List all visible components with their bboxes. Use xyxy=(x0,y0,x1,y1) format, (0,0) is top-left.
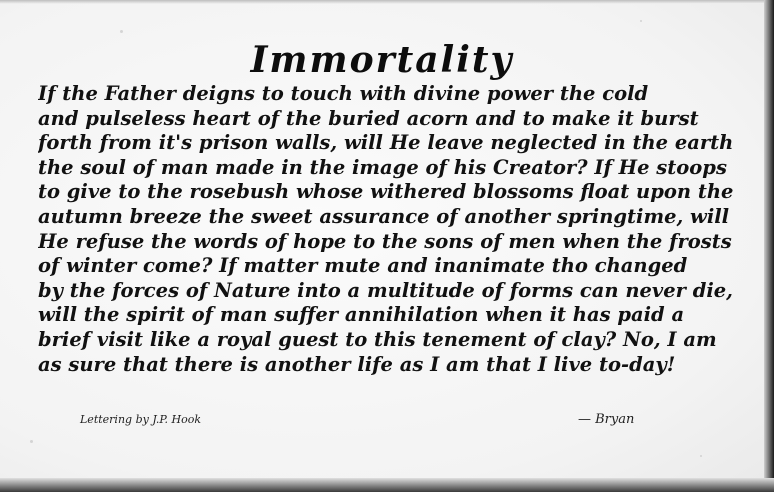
top-edge xyxy=(0,0,774,4)
right-edge-shadow xyxy=(764,0,774,492)
page-title: Immortality xyxy=(250,39,514,81)
dust-speck xyxy=(120,30,123,33)
quote-line: will the spirit of man suffer annihilation when it has paid a xyxy=(38,303,685,327)
dust-speck xyxy=(30,440,33,443)
bottom-edge-shadow xyxy=(0,478,774,492)
quote-line: the soul of man made in the image of his Creator? If He stoops xyxy=(38,155,727,179)
quote-line: forth from it's prison walls, will He leave neglected in the earth xyxy=(38,131,734,155)
quote-line: brief visit like a royal guest to this tenement of clay? No, I am xyxy=(38,327,717,351)
quote-line: of winter come? If matter mute and inanimate tho changed xyxy=(38,254,688,278)
lettering-credit: Lettering by J.P. Hook xyxy=(80,413,202,426)
quote-line: He refuse the words of hope to the sons of men when the frosts xyxy=(38,229,732,253)
quote-line: If the Father deigns to touch with divine power the cold xyxy=(38,82,649,105)
quote-line: by the forces of Nature into a multitude of forms can never die, xyxy=(38,278,733,302)
quote-line: to give to the rosebush whose withered blossoms float upon the xyxy=(38,180,734,204)
dust-speck xyxy=(700,455,702,457)
dust-speck xyxy=(640,20,642,22)
quote-line: as sure that there is another life as I am that I live to-day! xyxy=(38,352,676,376)
quote-line: and pulseless heart of the buried acorn and to make it burst xyxy=(38,106,699,130)
author-attribution: — Bryan xyxy=(578,412,635,427)
quote-line: autumn breeze the sweet assurance of another springtime, will xyxy=(38,204,730,228)
quote-body xyxy=(38,82,750,377)
